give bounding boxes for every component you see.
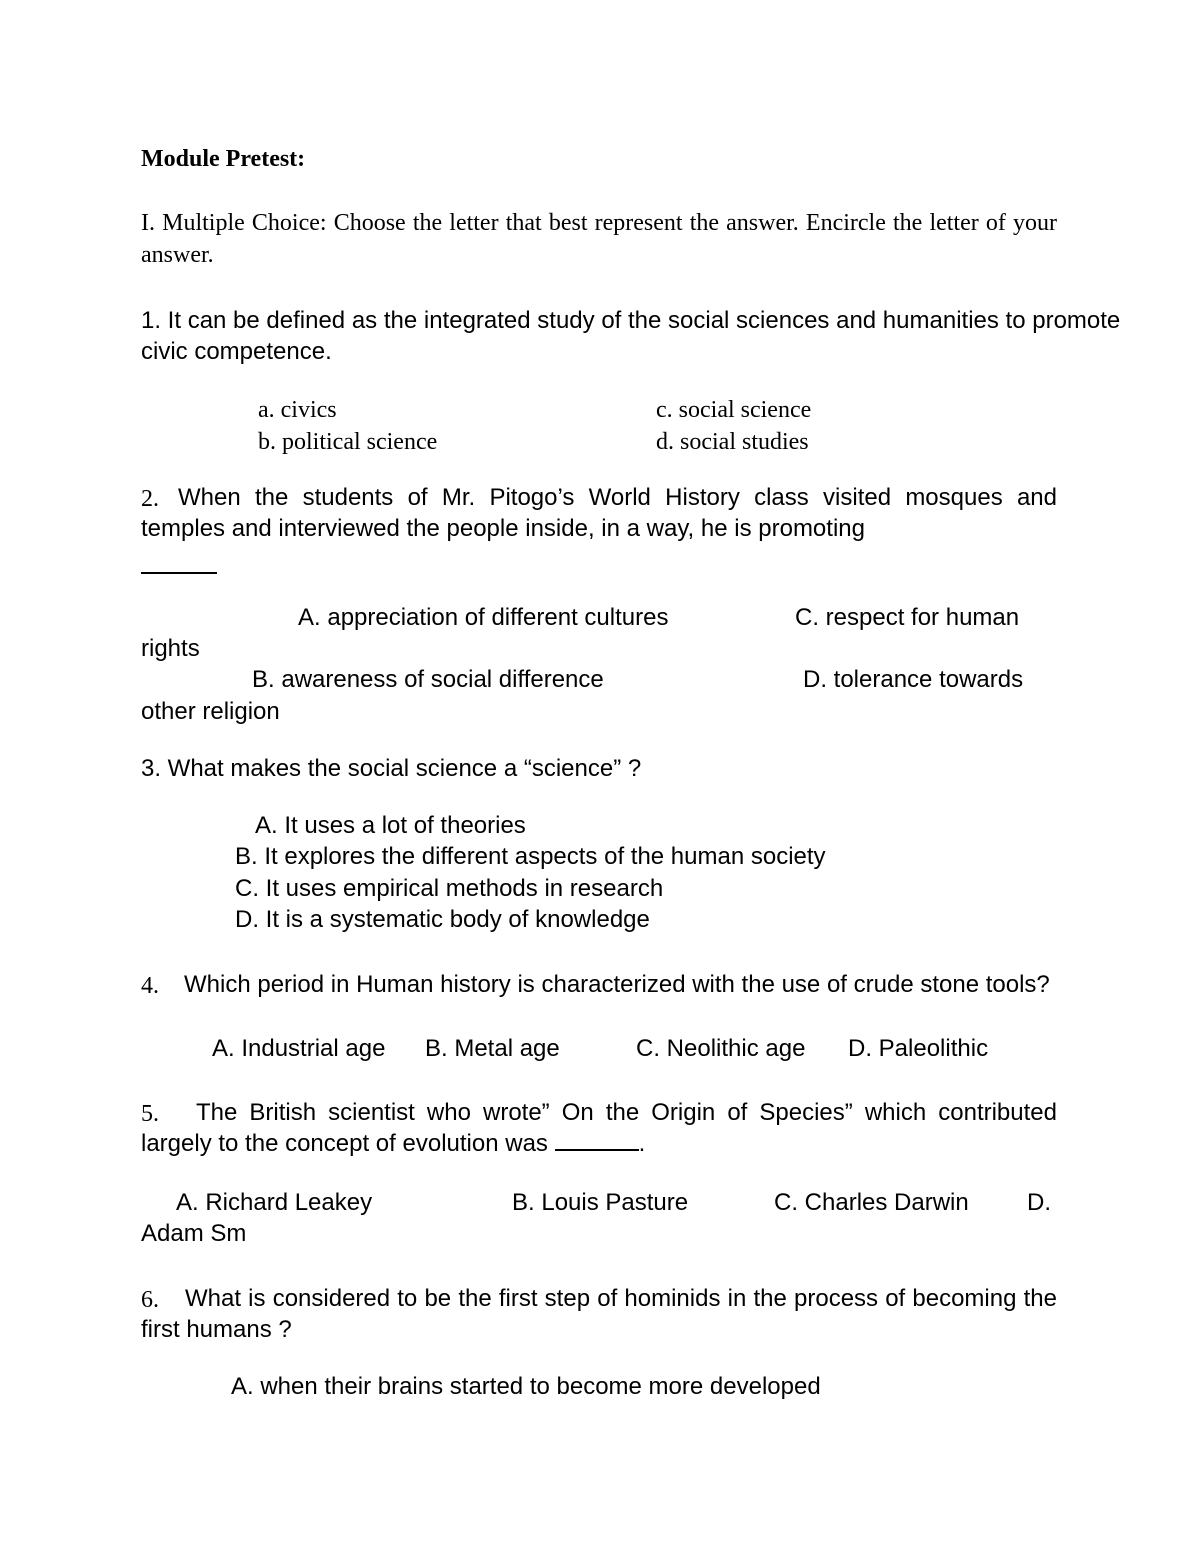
question-5-body: [141, 1097, 1057, 1159]
q6-option-a: A. when their brains started to become more developed: [231, 1373, 821, 1400]
page-title: Module Pretest:: [141, 146, 306, 172]
q4-option-a: A. Industrial age: [212, 1035, 386, 1062]
q2-option-d-continued: other religion: [141, 698, 280, 725]
question-5-number: 5.: [141, 1101, 159, 1127]
q1-option-d: d. social studies: [656, 429, 809, 455]
question-5-blank: [555, 1131, 639, 1151]
question-2-text: When the students of Mr. Pitogo’s World History class visited mosques and temples and interviewed the people inside, in a way, he is promoting: [141, 484, 1057, 542]
q3-option-b: B. It explores the different aspects of the human society: [235, 843, 826, 870]
question-2-number: 2.: [141, 486, 159, 512]
q4-option-d: D. Paleolithic: [848, 1035, 989, 1062]
question-5-end: .: [638, 1130, 646, 1157]
q1-option-a: a. civics: [258, 397, 337, 423]
q2-option-b: B. awareness of social difference: [252, 666, 604, 693]
q3-option-d: D. It is a systematic body of knowledge: [235, 906, 650, 933]
q3-option-c: C. It uses empirical methods in research: [235, 875, 664, 902]
question-6-text: What is considered to be the first step of hominids in the process of becoming the first humans ?: [141, 1285, 1057, 1343]
q2-option-a: A. appreciation of different cultures: [298, 604, 669, 631]
question-3-text: 3. What makes the social science a “science” ?: [141, 755, 642, 782]
q5-option-d: D.: [1027, 1189, 1051, 1216]
q2-option-d: D. tolerance towards: [803, 666, 1024, 693]
q5-option-a: A. Richard Leakey: [176, 1189, 373, 1216]
question-5-text: The British scientist who wrote” On the Origin of Species” which contributed largely to the concept of evolution was: [141, 1099, 1057, 1157]
q4-option-b: B. Metal age: [425, 1035, 560, 1062]
q2-option-c: C. respect for human: [795, 604, 1020, 631]
q2-option-c-continued: rights: [141, 635, 200, 662]
question-4-number: 4.: [141, 973, 159, 999]
q5-option-b: B. Louis Pasture: [512, 1189, 689, 1216]
q1-option-b: b. political science: [258, 429, 438, 455]
question-2-blank: [141, 572, 217, 574]
q5-option-c: C. Charles Darwin: [774, 1189, 969, 1216]
q4-option-c: C. Neolithic age: [636, 1035, 806, 1062]
question-6-number: 6.: [141, 1287, 159, 1313]
q5-option-d-continued: Adam Sm: [141, 1220, 247, 1247]
question-1-text: 1. It can be defined as the integrated study of the social sciences and humanities to promote civic competence.: [141, 307, 1121, 365]
question-4-text: Which period in Human history is characterized with the use of crude stone tools?: [184, 971, 1050, 998]
instructions: I. Multiple Choice: Choose the letter that best represent the answer. Encircle the letter of your answer.: [141, 210, 1057, 268]
q3-option-a: A. It uses a lot of theories: [255, 812, 526, 839]
q1-option-c: c. social science: [656, 397, 812, 423]
